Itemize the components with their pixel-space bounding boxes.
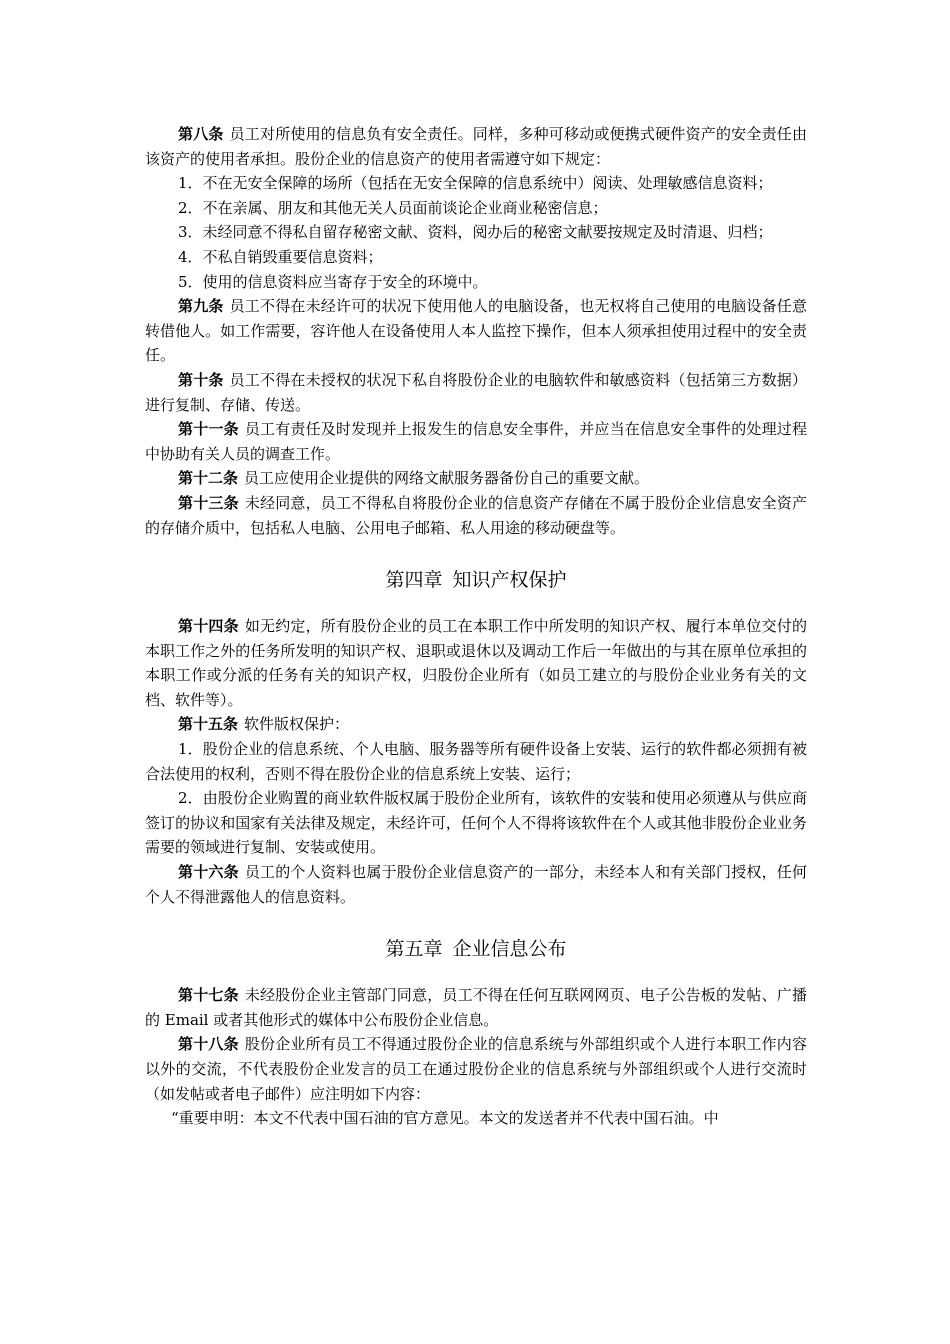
article-17 [145, 983, 807, 1032]
article-text: 员工不得在未经许可的状况下使用他人的电脑设备，也无权将自己使用的电脑设备任意转借他人。如工作需要，容许他人在设备使用人本人监控下操作，但本人须承担使用过程中的安全责任。 [145, 297, 807, 365]
article-text: 员工有责任及时发现并上报发生的信息安全事件，并应当在信息安全事件的处理过程中协助有关人员的调查工作。 [145, 420, 807, 463]
article-8 [145, 122, 807, 171]
article-label: 第十四条 [178, 617, 239, 636]
chapter-title: 知识产权保护 [452, 569, 567, 592]
article-text: 如无约定，所有股份企业的员工在本职工作中所发明的知识产权、履行本单位交付的本职工作之外的任务所发明的知识产权、退职或退休以及调动工作后一年做出的与其在原单位承担的本职工作或分派的任务有关的知识产权，归股份企业所有（如员工建立的与股份企业业务有关的文档、软件等）。 [145, 617, 807, 709]
list-item: 1．不在无安全保障的场所（包括在无安全保障的信息系统中）阅读、处理敏感信息资料； [178, 174, 773, 193]
list-item: 2．由股份企业购置的商业软件版权属于股份企业所有，该软件的安装和使用必须遵从与供应商签订的协议和国家有关法律及规定，未经许可，任何个人不得将该软件在个人或其他非股份企业业务需要的领域进行复制、安装或使用。 [145, 789, 807, 857]
article-label: 第十三条 [178, 493, 239, 512]
list-item: 4．不私自销毁重要信息资料； [178, 247, 383, 266]
article-text: 员工应使用企业提供的网络文献服务器备份自己的重要文献。 [244, 469, 650, 488]
article-14 [145, 614, 807, 712]
article-label: 第十七条 [178, 986, 239, 1005]
article-label: 第八条 [178, 125, 224, 143]
chapter-title: 企业信息公布 [452, 938, 567, 961]
article-text: 软件版权保护： [244, 715, 350, 734]
article-11 [145, 417, 807, 466]
chapter-number: 第五章 [385, 938, 443, 961]
article-13 [145, 491, 807, 540]
article-text: 员工的个人资料也属于股份企业信息资产的一部分，未经本人和有关部门授权，任何个人不得泄露他人的信息资料。 [145, 863, 807, 906]
article-text: 未经同意，员工不得私自将股份企业的信息资产存储在不属于股份企业信息安全资产的存储介质中，包括私人电脑、公用电子邮箱、私人用途的移动硬盘等。 [145, 493, 807, 537]
chapter-number: 第四章 [385, 569, 443, 592]
article-label: 第十五条 [178, 715, 239, 734]
chapter-4-heading [145, 566, 807, 594]
article-label: 第十二条 [178, 469, 239, 488]
article-18 [145, 1032, 807, 1106]
article-label: 第十一条 [178, 420, 239, 439]
article-text: 股份企业所有员工不得通过股份企业的信息系统与外部组织或个人进行本职工作内容以外的交流，不代表股份企业发言的员工在通过股份企业的信息系统与外部组织或个人进行交流时（如发帖或者电子邮件）应注明如下内容： [145, 1035, 807, 1103]
article-label: 第十条 [178, 370, 224, 389]
article-10 [145, 368, 807, 417]
article-15 [145, 712, 807, 737]
article-12 [145, 466, 807, 491]
chapter-5-heading [145, 935, 807, 963]
list-item: 5．使用的信息资料应当寄存于安全的环境中。 [178, 272, 488, 291]
article-label: 第十六条 [178, 863, 239, 882]
article-9 [145, 294, 807, 368]
article-text: 员工不得在未授权的状况下私自将股份企业的电脑软件和敏感资料（包括第三方数据）进行复制、存储、传送。 [145, 370, 807, 414]
list-item: 2．不在亲属、朋友和其他无关人员面前谈论企业商业秘密信息； [178, 198, 608, 217]
list-item: 3．未经同意不得私自留存秘密文献、资料，阅办后的秘密文献要按规定及时清退、归档； [178, 223, 773, 242]
article-label: 第九条 [178, 297, 224, 316]
article-label: 第十八条 [178, 1035, 239, 1054]
disclaimer-quote: “重要申明：本文不代表中国石油的官方意见。本文的发送者并不代表中国石油。中 [171, 1109, 719, 1128]
document-page [145, 122, 807, 1131]
article-text: 未经股份企业主管部门同意，员工不得在任何互联网网页、电子公告板的发帖、广播的 Email 或者其他形式的媒体中公布股份企业信息。 [145, 986, 807, 1029]
article-16 [145, 860, 807, 909]
list-item: 1．股份企业的信息系统、个人电脑、服务器等所有硬件设备上安装、运行的软件都必须拥有被合法使用的权利，否则不得在股份企业的信息系统上安装、运行； [145, 740, 807, 783]
article-text: 员工对所使用的信息负有安全责任。同样，多种可移动或便携式硬件资产的安全责任由该资产的使用者承担。股份企业的信息资产的使用者需遵守如下规定： [145, 125, 807, 168]
